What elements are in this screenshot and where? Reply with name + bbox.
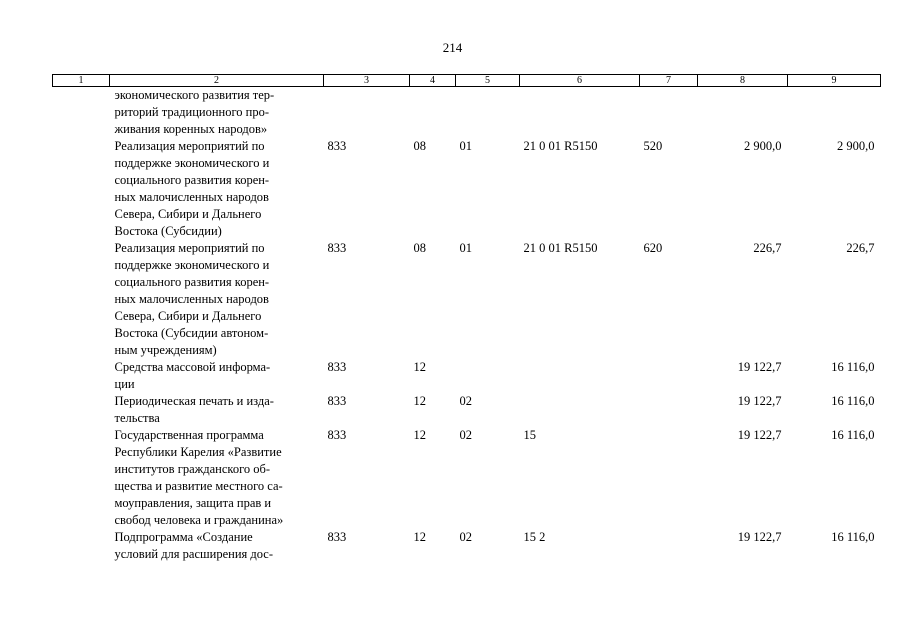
cell-amount-year2: 16 116,0 [831,530,875,544]
cell-amount-year1: 19 122,7 [737,394,782,408]
cell-number [53,240,110,359]
cell-ministry-code: 833 [327,139,347,153]
cell-name [110,359,324,393]
column-header: 5 [456,75,520,87]
cell-name [110,240,324,359]
cell-expense-type [640,427,698,529]
name-line: Севера, Сибири и Дальнего [114,309,262,323]
cell-amount-year1: 226,7 [753,241,782,255]
column-header: 3 [324,75,410,87]
cell-amount-year1: 19 122,7 [737,428,782,442]
column-header: 4 [410,75,456,87]
cell-section: 12 [413,428,426,442]
name-line: экономического развития тер- [114,88,275,102]
cell-subsection: 02 [459,428,472,442]
name-line: Востока (Субсидии) [114,224,222,238]
table-row [53,240,881,359]
cell-subsection [456,359,520,393]
name-line: социального развития корен- [114,173,270,187]
cell-amount-year2: 2 900,0 [837,139,875,153]
cell-section: 08 [413,139,426,153]
cell-target-article [520,359,640,393]
budget-table [52,74,881,563]
cell-number [53,427,110,529]
column-header: 7 [640,75,698,87]
cell-expense-type [640,359,698,393]
table-body [53,87,881,564]
cell-ministry-code: 833 [327,530,347,544]
cell-ministry-code: 833 [327,241,347,255]
cell-amount-year1: 19 122,7 [737,530,782,544]
cell-amount-year2 [788,87,881,139]
cell-target-article: 21 0 01 R5150 [523,241,598,255]
name-line: Реализация мероприятий по [114,139,265,153]
cell-subsection: 02 [459,394,472,408]
cell-section: 12 [413,530,426,544]
cell-amount-year2: 226,7 [846,241,875,255]
cell-target-article: 21 0 01 R5150 [523,139,598,153]
column-header: 8 [698,75,788,87]
cell-number [53,138,110,240]
cell-name [110,529,324,563]
name-line: условий для расширения дос- [114,547,274,561]
cell-name [110,87,324,139]
column-header: 1 [53,75,110,87]
cell-ministry-code: 833 [327,428,347,442]
name-line: поддержке экономического и [114,258,270,272]
name-line: щества и развитие местного са- [114,479,283,493]
table-row [53,87,881,139]
table-row [53,529,881,563]
cell-amount-year2: 16 116,0 [831,360,875,374]
cell-number [53,529,110,563]
cell-ministry-code: 833 [327,360,347,374]
table-row [53,393,881,427]
cell-expense-type [640,529,698,563]
name-line: институтов гражданского об- [114,462,271,476]
cell-amount-year1: 19 122,7 [737,360,782,374]
cell-amount-year1 [698,87,788,139]
column-header: 6 [520,75,640,87]
name-line: тельства [114,411,160,425]
cell-subsection: 01 [459,139,472,153]
cell-expense-type [640,393,698,427]
cell-section [410,87,456,139]
name-line: ции [114,377,135,391]
name-line: Республики Карелия «Развитие [114,445,282,459]
table-row [53,359,881,393]
cell-amount-year2: 16 116,0 [831,394,875,408]
cell-number [53,393,110,427]
cell-subsection: 02 [459,530,472,544]
cell-subsection [456,87,520,139]
cell-expense-type [640,87,698,139]
cell-target-article: 15 [523,428,536,442]
cell-name [110,393,324,427]
name-line: поддержке экономического и [114,156,270,170]
cell-target-article [520,393,640,427]
cell-target-article: 15 2 [523,530,546,544]
cell-ministry-code: 833 [327,394,347,408]
cell-subsection: 01 [459,241,472,255]
name-line: ных малочисленных народов [114,292,269,306]
name-line: Севера, Сибири и Дальнего [114,207,262,221]
name-line: ных малочисленных народов [114,190,269,204]
cell-section: 12 [413,360,426,374]
cell-target-article [520,87,640,139]
column-header: 9 [788,75,881,87]
name-line: Государственная программа [114,428,264,442]
cell-number [53,87,110,139]
cell-expense-type: 620 [643,241,663,255]
page-number: 214 [442,40,463,55]
table-row [53,138,881,240]
name-line: Периодическая печать и изда- [114,394,274,408]
cell-amount-year1: 2 900,0 [744,139,782,153]
cell-expense-type: 520 [643,139,663,153]
name-line: ным учреждениям) [114,343,217,357]
name-line: свобод человека и гражданина» [114,513,284,527]
name-line: Средства массовой информа- [114,360,271,374]
cell-ministry-code [324,87,410,139]
cell-name [110,427,324,529]
name-line: Подпрограмма «Создание [114,530,253,544]
name-line: Востока (Субсидии автоном- [114,326,269,340]
cell-number [53,359,110,393]
name-line: риторий традиционного про- [114,105,270,119]
name-line: живания коренных народов» [114,122,268,136]
table-header-row [53,75,881,87]
name-line: социального развития корен- [114,275,270,289]
name-line: моуправления, защита прав и [114,496,272,510]
name-line: Реализация мероприятий по [114,241,265,255]
cell-amount-year2: 16 116,0 [831,428,875,442]
cell-section: 08 [413,241,426,255]
cell-name [110,138,324,240]
cell-section: 12 [413,394,426,408]
column-header: 2 [110,75,324,87]
table-row [53,427,881,529]
